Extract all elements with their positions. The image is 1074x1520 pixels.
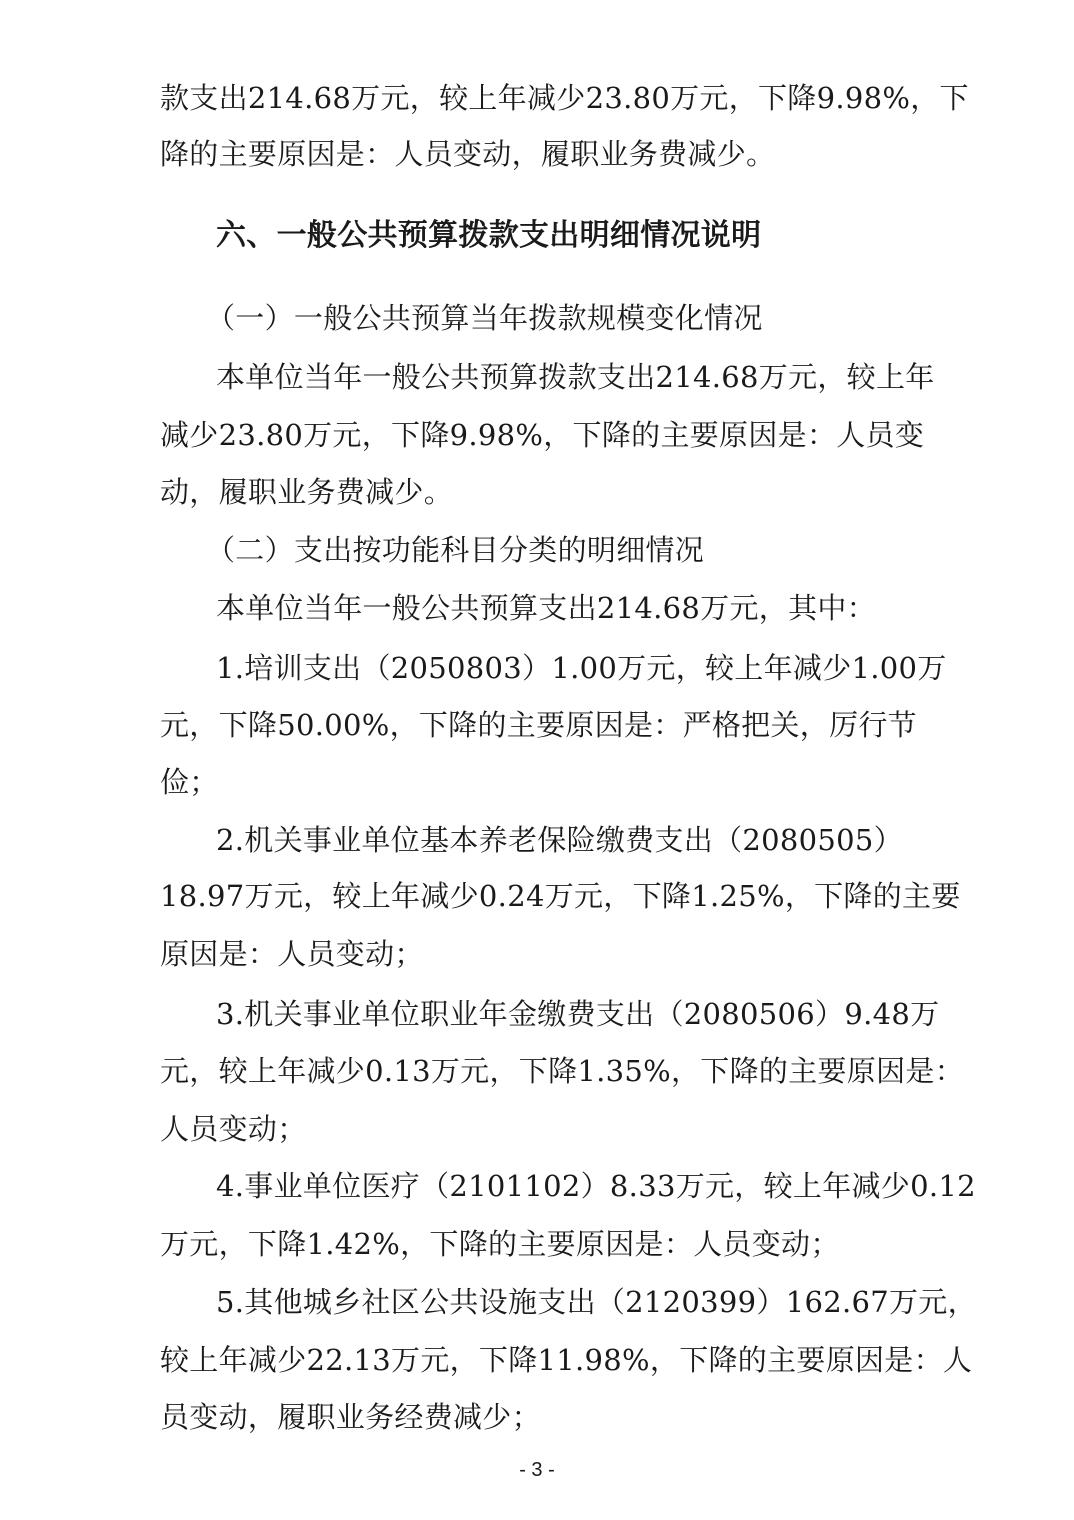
text-line: 降的主要原因是：人员变动，履职业务费减少。	[160, 137, 776, 171]
list-item-line: 1.培训支出（2050803）1.00万元，较上年减少1.00万	[216, 651, 947, 685]
text-line: 动，履职业务费减少。	[160, 475, 454, 509]
list-item-line: 员变动，履职业务经费减少；	[160, 1400, 541, 1434]
list-item-line: 3.机关事业单位职业年金缴费支出（2080506）9.48万	[216, 997, 940, 1031]
page-number: - 3 -	[519, 1459, 555, 1481]
list-item-line: 2.机关事业单位基本养老保险缴费支出（2080505）	[216, 823, 903, 857]
list-item-line: 人员变动；	[160, 1112, 307, 1146]
subsection-heading: （二）支出按功能科目分类的明细情况	[206, 533, 705, 567]
list-item-line: 4.事业单位医疗（2101102）8.33万元，较上年减少0.12	[216, 1169, 976, 1203]
text-line: 减少23.80万元，下降9.98%，下降的主要原因是：人员变	[160, 418, 925, 452]
list-item-line: 原因是：人员变动；	[160, 937, 424, 971]
subsection-heading: （一）一般公共预算当年拨款规模变化情况	[206, 301, 763, 335]
text-line: 款支出214.68万元，较上年减少23.80万元，下降9.98%，下	[160, 81, 969, 115]
text-line: 本单位当年一般公共预算拨款支出214.68万元，较上年	[216, 360, 935, 394]
list-item-line: 5.其他城乡社区公共设施支出（2120399）162.67万元，	[216, 1285, 977, 1319]
list-item-line: 18.97万元，较上年减少0.24万元，下降1.25%，下降的主要	[160, 879, 961, 913]
list-item-line: 俭；	[160, 765, 219, 799]
text-line: 本单位当年一般公共预算支出214.68万元，其中：	[216, 591, 876, 625]
list-item-line: 较上年减少22.13万元，下降11.98%，下降的主要原因是：人	[160, 1343, 973, 1377]
section-heading: 六、一般公共预算拨款支出明细情况说明	[216, 218, 762, 253]
list-item-line: 元，较上年减少0.13万元，下降1.35%，下降的主要原因是：	[160, 1054, 964, 1088]
list-item-line: 元，下降50.00%，下降的主要原因是：严格把关，厉行节	[160, 708, 917, 742]
list-item-line: 万元，下降1.42%，下降的主要原因是：人员变动；	[160, 1227, 840, 1261]
